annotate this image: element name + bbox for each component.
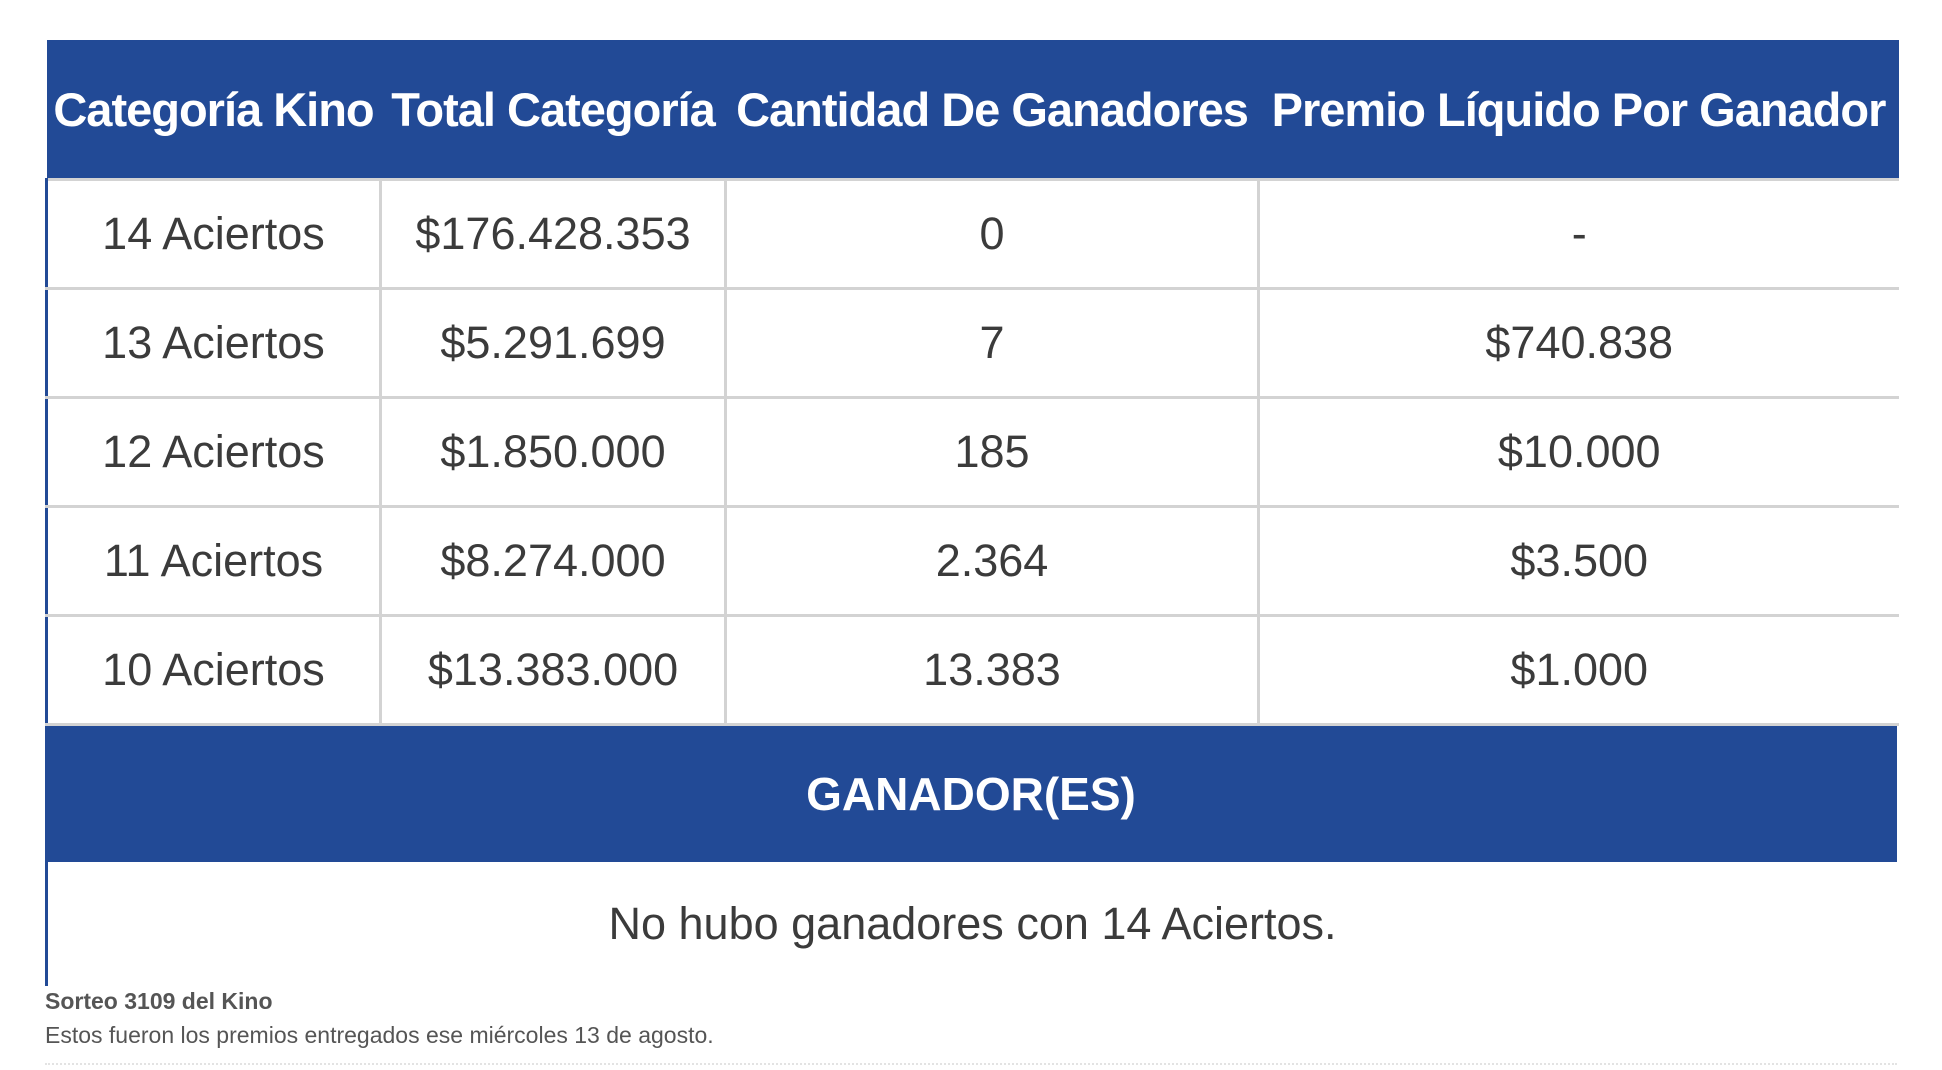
header-total-categoria: Total Categoría [381,40,726,180]
cell-winners-count: 13.383 [726,616,1259,725]
cell-total: $8.274.000 [381,507,726,616]
cell-category: 10 Aciertos [47,616,381,725]
header-cantidad-ganadores: Cantidad De Ganadores [726,40,1259,180]
table-row [47,180,1899,289]
cell-total: $5.291.699 [381,289,726,398]
cell-total: $1.850.000 [381,398,726,507]
cell-winners-count: 185 [726,398,1259,507]
caption-title: Sorteo 3109 del Kino [45,988,273,1014]
prize-table-figure [45,40,1897,986]
table-row [47,507,1899,616]
cell-winners-count: 0 [726,180,1259,289]
header-premio-liquido: Premio Líquido Por Ganador [1259,40,1899,180]
winners-message: No hubo ganadores con 14 Aciertos. [45,862,1897,986]
cell-total: $13.383.000 [381,616,726,725]
prize-table [45,40,1899,726]
cell-category: 13 Aciertos [47,289,381,398]
winners-section-title: GANADOR(ES) [45,726,1897,862]
cell-total: $176.428.353 [381,180,726,289]
cell-prize: $740.838 [1259,289,1899,398]
image-caption [45,985,1897,1065]
header-categoria-kino: Categoría Kino [47,40,381,180]
cell-category: 14 Aciertos [47,180,381,289]
cell-winners-count: 2.364 [726,507,1259,616]
cell-category: 12 Aciertos [47,398,381,507]
cell-prize: - [1259,180,1899,289]
cell-prize: $10.000 [1259,398,1899,507]
cell-prize: $3.500 [1259,507,1899,616]
caption-divider [45,1063,1897,1065]
table-row [47,289,1899,398]
cell-winners-count: 7 [726,289,1259,398]
cell-prize: $1.000 [1259,616,1899,725]
cell-category: 11 Aciertos [47,507,381,616]
table-row [47,398,1899,507]
table-row [47,616,1899,725]
caption-text: Estos fueron los premios entregados ese miércoles 13 de agosto. [45,1022,714,1048]
table-header-row [47,40,1899,180]
